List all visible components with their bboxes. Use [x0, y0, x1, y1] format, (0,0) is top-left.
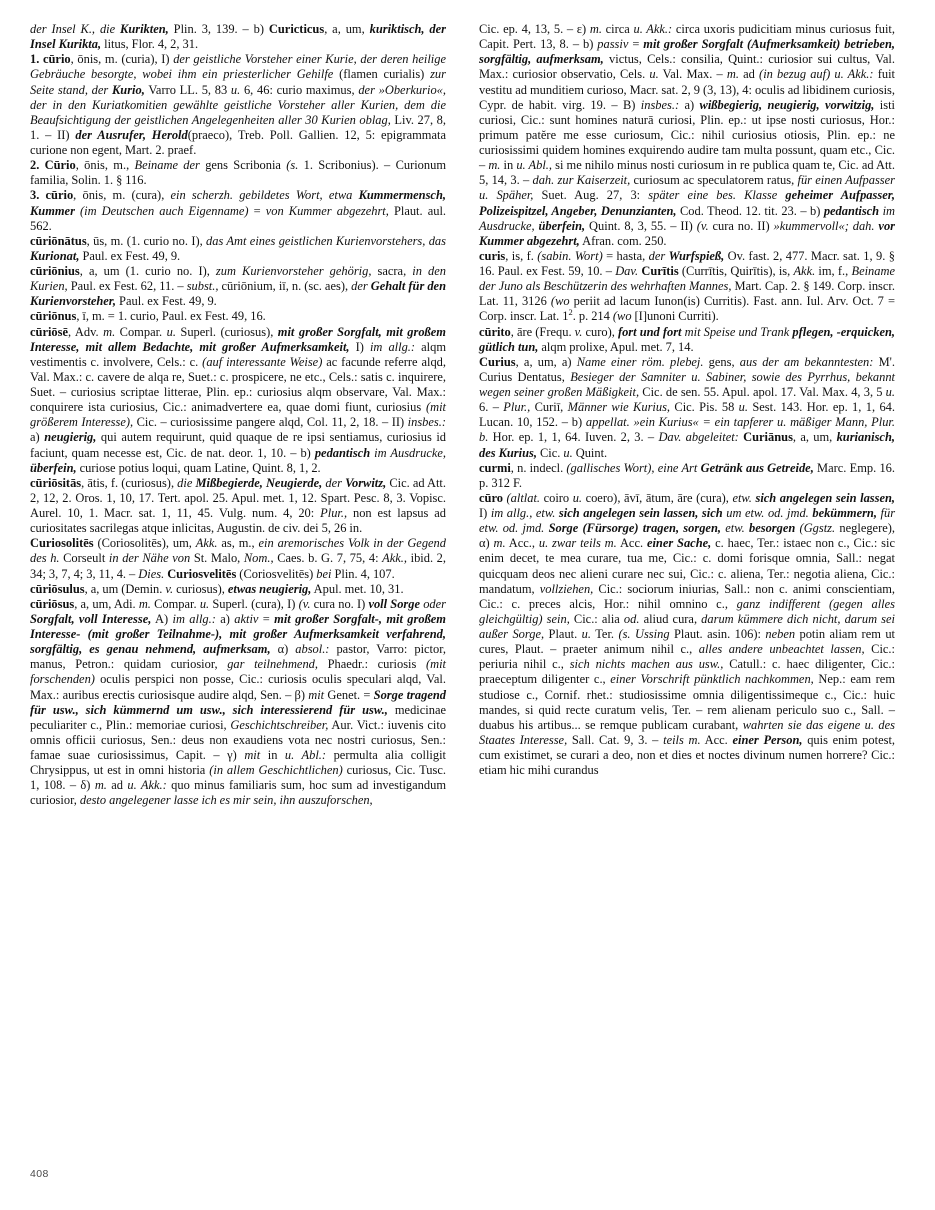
entry-curius: Curius, a, um, a) Name einer röm. plebej. gens, aus der am bekanntesten: M'. Curius Dentatus, Besieger der Samniter u. Sabiner, sowie des Pyrrhus, bekannt wegen seiner großen Mäßigkeit, Cic. de sen. 55. Apul. apol. 17. Val. Max. 4, 3, 5 u. 6. – Plur., Curiī, Männer wie Kurius, Cic. Pis. 58 u. Sest. 143. Hor. ep. 1, 1, 64. Lucan. 10, 152. – b) appellat. »ein Kurius« = ein tapferer u. mäßiger Mann, Plur. b. Hor. ep. 1, 1, 64. Iuven. 2, 3. – Dav. abgeleitet: Curiānus, a, um, kurianisch, des Kurius, Cic. u. Quint. — [479, 354, 896, 460]
page-number: 408 — [30, 1168, 49, 1180]
column-container — [30, 22, 905, 1142]
entry-curmi: curmi, n. indecl. (gallisches Wort), eine Art Getränk aus Getreide, Marc. Emp. 16. p. 312 F. — [479, 460, 895, 490]
entry-curionus: cūriōnus, ī, m. = 1. curio, Paul. ex Fest. 49, 16. — [30, 309, 266, 324]
right-column — [479, 22, 895, 778]
entry-curiosolites: Curiosolitēs (Coriosolitēs), um, Akk. as, m., ein aremorisches Volk in der Gegend des h. Corseult in der Nähe von St. Malo, Nom., Caes. b. G. 7, 75, 4: Akk., ibid. 2, 34; 3, 7, 4; 3, 11, 4. – Dies. Curiosvelitēs (Coriosvelitēs) bei Plin. 4, 107. — [30, 536, 447, 581]
entry-curo: cūro (altlat. coiro u. coero), āvī, ātum, āre (cura), etw. sich angelegen sein lassen, I) im allg., etw. sich angelegen sein lassen, sich um etw. od. jmd. bekümmern, für etw. od. jmd. Sorge (Fürsorge) tragen, sorgen, etw. besorgen (Ggstz. neglegere), α) m. Acc., u. zwar teils m. Acc. einer Sache, c. haec, Ter.: istaec non c., Cic.: sic enim decet, te mea curare, tua me, Cic.: c. domi forisque omnia, Sall.: negat quicquam deos nec alieni curare nec sui, Cic.: c. aliena, Ter.: negotia aliena, Cic.: mandatum, vollziehen, Cic.: sociorum iniurias, Sall.: non c. animi conscientiam, Cic.: c. preces alcis, Hor.: nihil omnino c., ganz indifferent (gegen alles gleichgültig) sein, Cic.: alia od. aliud cura, darum kümmere dich nicht, darum sei außer Sorge, Plaut. u. Ter. (s. Ussing Plaut. asin. 106): neben potin aliam rem ut cures, Plaut. – praeter animum nihil c., alles andere unbeachtet lassen, Cic.: periuria nihil c., sich nichts machen aus usw., Catull.: c. haec diligenter, Cic.: praeceptum diligenter c., einer Vorschrift pünktlich nachkommen, Nep.: eam rem studiose c., Cornif. rhet.: studiosissime omnia diligentissimeque c., Cic.: huic mandes, si quid recte curatum velis, Ter. – rem alienam periculo suo c., Sall. – duabus his artibus... se remque publicam curabant, wahrten sie das eigene u. des Staates Interesse, Sall. Cat. 9, 3. – teils m. Acc. einer Person, quis enim potest, cum existimet, se curari a deo, non et dies et noctes divinum numen horrere? Cic.: etiam hic mihi curandus — [479, 490, 896, 778]
entry-curionatus: cūriōnātus, ūs, m. (1. curio no. I), das Amt eines geistlichen Kurienvorstehers, das Kurionat, Paul. ex Fest. 49, 9. — [30, 233, 446, 263]
entry-curio-3: 3. cūrio, ōnis, m. (cura), ein scherzh. gebildetes Wort, etwa Kummermensch, Kummer (im Deutschen auch Eigenname) = von Kummer abgezehrt, Plaut. aul. 562. — [30, 188, 447, 233]
entry-curis: curis, is, f. (sabin. Wort) = hasta, der Wurfspieß, Ov. fast. 2, 477. Macr. sat. 1, 9. § 16. Paul. ex Fest. 59, 10. – Dav. Curītis (Currītis, Quirītis), is, Akk. im, f., Beiname der Juno als Beschützerin des wehrhaften Mannes, Mart. Cap. 2. § 149. Corp. inscr. Lat. 11, 3126 (wo periit ad lacum Iunon(is) Curritis). Fast. ann. Iul. Arv. Oct. 7 = Corp. inscr. Lat. $1^2$. p. 214 (wo [I]unoni Curriti). — [479, 248, 895, 324]
entry-curio-2: 2. Cūrio, ōnis, m., Beiname der gens Scribonia (s. 1. Scribonius). – Curionum familia, Solin. 1. § 116. — [30, 158, 447, 188]
entry-curicticus-tail: der Insel K., die Kurikten, Plin. 3, 139. – b) Curicticus, a, um, kuriktisch, der Insel Kurikta, litus, Flor. 4, 2, 31. — [30, 22, 447, 52]
entry-curiosus-continued: Cic. ep. 4, 13, 5. – ε) m. circa u. Akk.: circa uxoris pudicitiam minus curiosus fuit, Capit. Pert. 13, 8. – b) passiv = mit großer Sorgfalt (Aufmerksamkeit) betrieben, sorgfältig, aufmerksam, victus, Cels.: consilia, Quint.: curiosior sui cultus, Val. Max.: curiosior observatio, Cels. u. Val. Max. – m. ad (in bezug auf) u. Akk.: fuit vestitu ad munditiem curioso, Macr. sat. 2, 9 (3, 13), 4: oculis ad libidinem curiosis, Cypr. de habit. virg. 19. – B) insbes.: a) wißbegierig, neugierig, vorwitzig, isti curiosi, Cic.: sunt homines naturā curiosi, Plin. ep.: ut ipse nosti curiosus, Hor.: primum patĕre me esse curiosum, Cic.: nihil curiosius otiosis, Plin. ep.: ne curiosissimi quidem homines exquirendo audire tam multa possunt, quam etc., Cic. – m. in u. Abl., si me nihilo minus nosti curiosum in re publica quam te, Cic. ad Att. 5, 14, 3. – dah. zur Kaiserzeit, curiosum ac speculatorem ratus, für einen Aufpasser u. Späher, Suet. Aug. 27, 3: später eine bes. Klasse geheimer Aufpasser, Polizeispitzel, Angeber, Denunzianten, Cod. Theod. 12. tit. 23. – b) pedantisch im Ausdrucke, überfein, Quint. 8, 3, 55. – II) (v. cura no. II) »kummervoll«; dah. vor Kummer abgezehrt, Afran. com. 250. — [479, 22, 896, 248]
entry-curionius: cūriōnius, a, um (1. curio no. I), zum Kurienvorsteher gehörig, sacra, in den Kurien, Paul. ex Fest. 62, 11. – subst., cūriōnium, iī, n. (sc. aes), der Gehalt für den Kurienvorsteher, Paul. ex Fest. 49, 9. — [30, 264, 446, 309]
left-column — [30, 22, 446, 809]
entry-curio-1: 1. cūrio, ōnis, m. (curia), I) der geistliche Vorsteher einer Kurie, der deren heilige Gebräuche besorgte, wobei ihm ein priesterlicher Gehilfe (flamen curialis) zur Seite stand, der Kurio, Varro LL. 5, 83 u. 6, 46: curio maximus, der »Oberkurio«, der in den Kuriatkomitien gewählte geistliche Vorsteher aller Kurien, dem die Beaufsichtigung der geistlichen Angelegenheiten aller 30 Kurien oblag, Liv. 27, 8, 1. – II) der Ausrufer, Herold(praeco), Treb. Poll. Gallien. 12, 5: epigrammata curione non egent, Mart. 2. praef. — [30, 52, 446, 157]
entry-curiosus: cūriōsus, a, um, Adi. m. Compar. u. Superl. (cura), I) (v. cura no. I) voll Sorge oder Sorgfalt, voll Interesse, A) im allg.: a) aktiv = mit großer Sorgfalt-, mit großem Interesse- (mit großer Teilnahme-), mit großer Aufmerksamkeit verfahrend, sorgfältig, es genau nehmend, aufmerksam, α) absol.: pastor, Varro: pictor, manus, Petron.: quidam curiosior, gar teilnehmend, Phaedr.: curiosis (mit forschenden) oculis perspici non posse, Cic.: curiosis oculis speculari alqd, Val. Max.: auribus erectis curiosisque audire alqd, Sen. – β) mit Genet. = Sorge tragend für usw., sich kümmernd um usw., sich interessierend für usw., medicinae peculiariter c., Plin.: memoriae curiosi, Geschichtschreiber, Aur. Vict.: iuvenis cito omnis officii curiosus, Sen.: deus non exaudiens vota nec nostri curiosus, Sen.: famae suae curiosissimus, Capit. – γ) mit in u. Abl.: permulta alia colligit Chrysippus, ut est in omni historia (in allem Geschichtlichen) curiosus, Cic. Tusc. 1, 108. – δ) m. ad u. Akk.: quo minus familiaris sum, hoc sum ad investigandum curiosior, desto angelegener lasse ich es mir sein, ihn auszuforschen, — [30, 596, 447, 808]
entry-curito: cūrito, āre (Frequ. v. curo), fort und fort mit Speise und Trank pflegen, -erquicken, gütlich tun, alqm prolixe, Apul. met. 7, 14. — [479, 324, 895, 354]
entry-curiosulus: cūriōsulus, a, um (Demin. v. curiosus), etwas neugierig, Apul. met. 10, 31. — [30, 581, 404, 596]
entry-curiositas: cūriōsitās, ātis, f. (curiosus), die Mißbegierde, Neugierde, der Vorwitz, Cic. ad Att. 2, 12, 2. Oros. 1, 10, 17. Tert. apol. 25. Apul. met. 1, 12. Spart. Pesc. 8, 3. Vopisc. Aurel. 10, 1. Macr. sat. 1, 11, 45. Vulg. num. 4, 20: Plur., non est lapsus ad curiositates sacrilegas atque inlicitas, Augustin. de civ. dei 5, 26 in. — [30, 475, 447, 536]
entry-curiose: cūriōsē, Adv. m. Compar. u. Superl. (curiosus), mit großer Sorgfalt, mit großem Interesse, mit allem Bedachte, mit großer Aufmerksamkeit, I) im allg.: alqm vestimentis c. involvere, Cels.: c. (auf interessante Weise) ac facunde referre alqd, Val. Max.: c. cavere de alqa re, Suet.: c. prospicere, ne etc., Cels.: satis c. inquirere, Suet. – curiosius scriptae litterae, Plin. ep.: curiosius alqm observare, Val. Max.: conquirere ista curiosius, Cic.: animadvertere ea, quae domi fiunt, curiosius (mit größerem Interesse), Cic. – curiosissime pangere alqd, Col. 11, 2, 18. – II) insbes.: a) neugierig, qui autem requirunt, quid quaque de re ipsi sentiamus, curiosius id faciunt, quam necesse est, Cic. de nat. deor. 1, 10. – b) pedantisch im Ausdrucke, überfein, curiose potius loqui, quam Latine, Quint. 8, 1, 2. — [30, 324, 447, 475]
